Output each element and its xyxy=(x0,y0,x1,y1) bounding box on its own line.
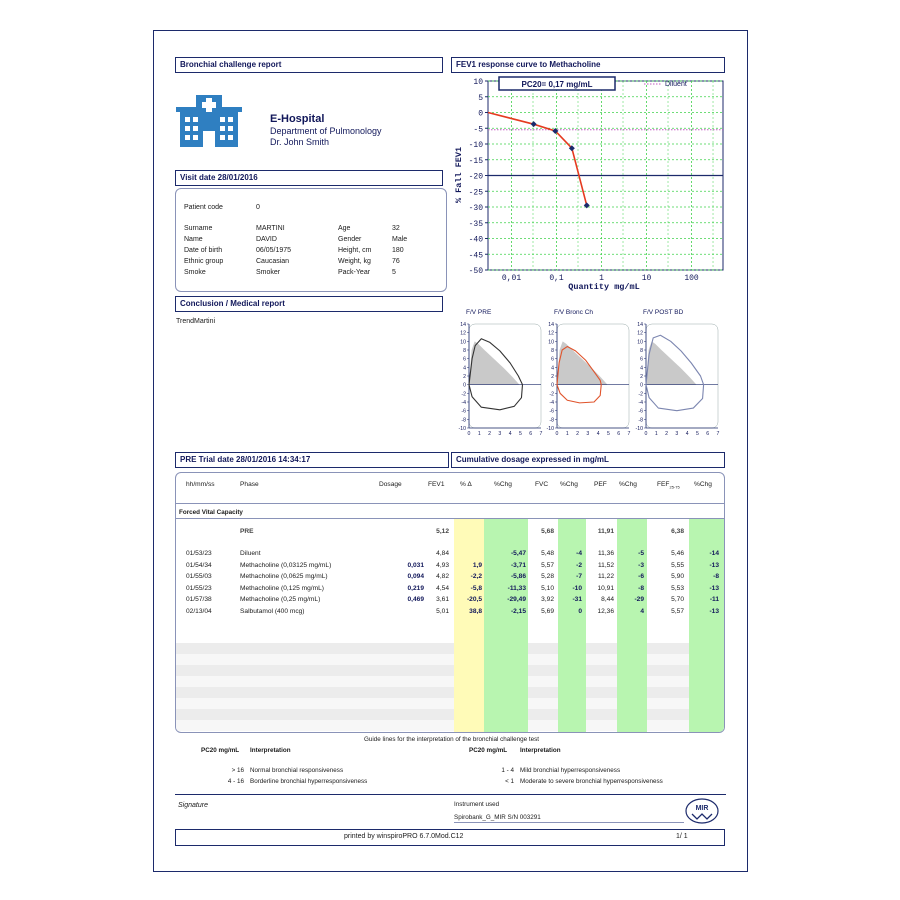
guidelines-title: Guide lines for the interpretation of the bronchial challenge test xyxy=(363,736,540,743)
pc20-label: PC20= 0,17 mg/mL xyxy=(521,80,593,89)
fv-x-tick-label: 0 xyxy=(467,431,471,437)
fv-x-tick-label: 1 xyxy=(654,431,658,437)
cell-fvc: 5,48 xyxy=(541,550,554,557)
y-tick-label: -20 xyxy=(468,172,483,182)
section-label: Forced Vital Capacity xyxy=(179,509,243,516)
printed-by: printed by winspiroPRO 6.7.0Mod.C12 xyxy=(344,833,464,840)
cell-fef-chg: -13 xyxy=(709,584,719,592)
cell-dosage: 0,094 xyxy=(407,573,424,581)
cell-fvc: 3,92 xyxy=(541,596,554,604)
fv-x-tick-label: 6 xyxy=(617,431,621,437)
cell-fvc-chg: -31 xyxy=(572,596,582,604)
field-label: Surname xyxy=(184,225,213,232)
pre-row xyxy=(176,528,725,539)
conclusion-bar xyxy=(175,296,443,312)
cell-fef: 5,70 xyxy=(671,596,684,604)
pre-fvc: 5,68 xyxy=(541,528,554,535)
cell-pef: 11,36 xyxy=(597,550,614,557)
field-label: Date of birth xyxy=(184,247,223,254)
fv-y-tick-label: 2 xyxy=(551,374,554,380)
cell-pef: 8,44 xyxy=(601,596,614,604)
cell-fvc-chg: -10 xyxy=(572,584,582,592)
flow-volume-charts xyxy=(451,304,741,449)
fv-y-tick-label: 14 xyxy=(548,322,554,328)
fv-y-tick-label: -2 xyxy=(638,391,643,398)
col-fvc: FVC xyxy=(535,481,549,488)
fv-x-tick-label: 6 xyxy=(706,431,710,437)
col-delta: % Δ xyxy=(460,481,472,488)
y-tick-label: 10 xyxy=(473,78,483,87)
x-tick-label: 0,01 xyxy=(501,274,522,283)
cell-delta: 1,9 xyxy=(472,561,482,569)
field-value: 5 xyxy=(392,269,396,276)
conclusion-text: TrendMartini xyxy=(176,318,216,325)
field-label: Weight, kg xyxy=(338,258,371,265)
cell-fev1: 3,61 xyxy=(436,596,449,604)
cell-dosage: 0,219 xyxy=(407,584,424,592)
x-tick-label: 100 xyxy=(684,274,699,283)
y-tick-label: -50 xyxy=(468,267,483,276)
patient-code-value: 0 xyxy=(256,204,260,211)
cell-fev1: 5,01 xyxy=(436,608,449,615)
cell-time: 01/54/34 xyxy=(186,561,212,569)
field-label: Pack-Year xyxy=(338,269,371,276)
cell-pef-chg: -3 xyxy=(638,561,644,569)
footer-divider xyxy=(175,794,726,795)
cell-delta: -5,8 xyxy=(470,584,482,592)
cell-phase: Methacholine (0,03125 mg/mL) xyxy=(240,561,332,569)
col-fef-chg: %Chg xyxy=(694,481,712,488)
cell-fev1-chg: -2,15 xyxy=(510,608,526,615)
fv-x-tick-label: 1 xyxy=(565,431,569,437)
fv-x-tick-label: 5 xyxy=(606,431,610,437)
fv-x-tick-label: 2 xyxy=(576,431,580,437)
guidelines-interp-left: Interpretation xyxy=(250,747,291,754)
fv-y-tick-label: -6 xyxy=(638,408,643,415)
guidelines-pc20-left: PC20 mg/mL xyxy=(201,747,240,754)
cell-phase: Diluent xyxy=(240,550,261,557)
fv-chart-title: F/V POST BD xyxy=(643,309,684,316)
cell-delta: 38,8 xyxy=(469,608,482,615)
cell-pef-chg: -8 xyxy=(638,584,644,592)
fv-y-tick-label: 6 xyxy=(551,356,554,363)
cell-time: 01/53/23 xyxy=(186,550,212,557)
fv-y-tick-label: -2 xyxy=(549,391,554,398)
cell-fev1: 4,93 xyxy=(436,561,449,569)
guideline-range: < 1 xyxy=(505,778,514,785)
fv-y-tick-label: 10 xyxy=(460,339,466,346)
fv-chart-3 xyxy=(636,309,720,437)
col-fvc-chg: %Chg xyxy=(560,481,578,488)
fv-y-tick-label: 8 xyxy=(640,348,643,354)
fv-x-tick-label: 1 xyxy=(477,431,481,437)
col-fef-sub: 25-75 xyxy=(669,484,680,490)
report-title-bar xyxy=(175,57,443,73)
fv-x-tick-label: 3 xyxy=(586,431,590,437)
cell-pef-chg: -5 xyxy=(638,550,644,557)
fv-x-tick-label: 2 xyxy=(488,431,492,437)
header-divider xyxy=(176,503,724,504)
y-tick-label: -25 xyxy=(468,188,483,198)
y-tick-label: 5 xyxy=(478,93,483,103)
trial-date: PRE Trial date 28/01/2016 14:34:17 xyxy=(180,455,311,464)
table-row xyxy=(176,585,725,596)
field-label: Age xyxy=(338,225,351,232)
cell-fev1-chg: -5,47 xyxy=(510,550,526,557)
doctor-name: Dr. John Smith xyxy=(270,137,330,147)
cell-pef-chg: -29 xyxy=(634,596,644,604)
cell-fef: 5,46 xyxy=(671,550,684,557)
fv-x-tick-label: 5 xyxy=(695,431,699,437)
cell-pef-chg: -6 xyxy=(638,573,644,581)
field-label: Height, cm xyxy=(338,247,372,254)
y-tick-label: -30 xyxy=(468,204,483,213)
cell-fev1: 4,84 xyxy=(436,550,449,557)
cell-pef: 12,36 xyxy=(597,608,614,615)
fv-y-tick-label: 10 xyxy=(548,339,554,346)
fv-y-tick-label: 12 xyxy=(460,330,466,337)
fv-y-tick-label: -6 xyxy=(461,408,466,415)
pre-fef: 6,38 xyxy=(671,528,684,535)
fv-y-tick-label: 4 xyxy=(551,365,554,372)
table-header-row xyxy=(176,481,725,492)
y-tick-label: -40 xyxy=(468,235,483,245)
cell-delta: -20,5 xyxy=(466,596,482,604)
cell-fef: 5,90 xyxy=(671,573,684,581)
fv-y-tick-label: -6 xyxy=(549,408,554,415)
fv-y-tick-label: 0 xyxy=(551,382,554,389)
y-tick-label: -35 xyxy=(468,219,483,229)
cell-pef: 10,91 xyxy=(597,584,614,592)
x-axis-label: Quantity mg/mL xyxy=(568,282,640,292)
table-row xyxy=(176,562,725,573)
field-label: Gender xyxy=(338,236,362,243)
fv-y-tick-label: 6 xyxy=(640,356,643,363)
field-value: DAVID xyxy=(256,236,277,243)
fv-x-tick-label: 3 xyxy=(675,431,679,437)
guideline-text: Normal bronchial responsiveness xyxy=(250,767,344,774)
hospital-building-icon xyxy=(176,93,242,147)
cell-phase: Salbutamol (400 mcg) xyxy=(240,608,305,615)
fv-y-tick-label: 6 xyxy=(463,356,466,363)
cell-time: 01/55/03 xyxy=(186,573,212,581)
cell-fef-chg: -14 xyxy=(709,550,719,557)
fv-chart-title: F/V PRE xyxy=(466,309,492,316)
patient-code-label: Patient code xyxy=(184,204,223,211)
cell-fef: 5,53 xyxy=(671,584,684,592)
fv-x-tick-label: 3 xyxy=(498,431,502,437)
visit-date-bar xyxy=(175,170,443,186)
col-pef-chg: %Chg xyxy=(619,481,637,488)
fv-y-tick-label: 2 xyxy=(463,374,466,380)
x-tick-label: 0,1 xyxy=(549,274,564,283)
field-value: 06/05/1975 xyxy=(256,247,292,254)
cell-fvc-chg: -2 xyxy=(576,561,582,569)
cell-fev1: 4,54 xyxy=(436,584,449,592)
fv-x-tick-label: 4 xyxy=(596,431,600,437)
guideline-text: Borderline bronchial hyperresponsiveness xyxy=(250,778,368,785)
mir-logo-text: MIR xyxy=(695,805,709,812)
hospital-name: E-Hospital xyxy=(270,113,325,125)
col-phase: Phase xyxy=(240,481,259,488)
guidelines-interp-right: Interpretation xyxy=(520,747,561,754)
field-value: 32 xyxy=(392,225,400,232)
fv-x-tick-label: 4 xyxy=(508,431,512,437)
cell-fef-chg: -13 xyxy=(709,561,719,569)
cell-time: 01/57/38 xyxy=(186,596,212,604)
cell-fev1: 4,82 xyxy=(436,573,449,581)
y-tick-label: -5 xyxy=(473,125,483,135)
fv-x-tick-label: 6 xyxy=(529,431,533,437)
instrument-divider xyxy=(454,822,684,823)
print-footer-bar xyxy=(175,829,725,846)
fv-x-tick-label: 0 xyxy=(555,431,559,437)
cell-fef-chg: -11 xyxy=(709,596,719,604)
curve-title-bar xyxy=(451,57,725,73)
table-row xyxy=(176,608,725,619)
cumulative-bar xyxy=(451,452,725,468)
fv-x-tick-label: 5 xyxy=(518,431,522,437)
fv-y-tick-label: 14 xyxy=(637,322,643,328)
cell-time: 01/55/23 xyxy=(186,584,212,592)
field-value: Smoker xyxy=(256,269,281,276)
fv-y-tick-label: 0 xyxy=(640,382,643,389)
field-value: Male xyxy=(392,236,408,243)
fv-chart-1 xyxy=(459,309,543,437)
col-fev1: FEV1 xyxy=(428,481,445,488)
col-time: hh/mm/ss xyxy=(186,481,215,488)
cell-fef-chg: -8 xyxy=(713,573,719,581)
field-label: Name xyxy=(184,236,203,243)
signature-label: Signature xyxy=(178,802,208,809)
fv-y-tick-label: -10 xyxy=(546,426,554,432)
guidelines-pc20-right: PC20 mg/mL xyxy=(469,747,508,754)
fv-y-tick-label: -4 xyxy=(549,400,554,406)
fv-chart-title: F/V Bronc Ch xyxy=(554,309,594,316)
fv-chart-2 xyxy=(547,309,631,437)
instrument-value: Spirobank_G_MIR S/N 003291 xyxy=(454,814,541,821)
fv-y-tick-label: 4 xyxy=(463,365,466,372)
patient-info-box xyxy=(175,188,447,292)
cell-pef: 11,22 xyxy=(597,573,614,581)
cell-fev1-chg: -5,86 xyxy=(510,573,526,581)
pre-fev1: 5,12 xyxy=(436,528,449,535)
guideline-range: 1 - 4 xyxy=(501,767,514,774)
trial-date-bar xyxy=(175,452,449,468)
report-title: Bronchial challenge report xyxy=(180,60,282,69)
fv-y-tick-label: -10 xyxy=(458,426,466,432)
fv-x-tick-label: 7 xyxy=(716,431,720,437)
results-table xyxy=(175,472,725,733)
fev1-response-chart xyxy=(451,75,731,305)
y-tick-label: -15 xyxy=(468,156,483,166)
y-tick-label: -10 xyxy=(468,141,483,150)
cell-fvc: 5,28 xyxy=(541,573,554,581)
fv-y-tick-label: -4 xyxy=(461,400,466,406)
guideline-range: > 16 xyxy=(231,767,244,774)
cell-fvc: 5,69 xyxy=(541,608,554,615)
field-label: Ethnic group xyxy=(184,258,224,265)
conclusion-title: Conclusion / Medical report xyxy=(180,299,285,308)
legend-diluent-label: Diluent xyxy=(665,81,687,88)
x-tick-label: 10 xyxy=(641,274,652,283)
department-name: Department of Pulmonology xyxy=(270,126,382,136)
instrument-label: Instrument used xyxy=(454,801,500,808)
y-axis-ticks xyxy=(469,78,488,276)
col-fev1-chg: %Chg xyxy=(494,481,512,488)
report-page xyxy=(153,30,748,872)
cell-fvc: 5,10 xyxy=(541,584,554,592)
table-row xyxy=(176,573,725,584)
fv-x-tick-label: 7 xyxy=(539,431,543,437)
mir-logo xyxy=(685,798,719,824)
cell-fev1-chg: -3,71 xyxy=(510,561,526,569)
col-fef-main: FEF xyxy=(657,481,670,488)
cell-fef-chg: -13 xyxy=(709,608,719,615)
cell-fef: 5,55 xyxy=(671,561,684,569)
col-fef xyxy=(657,481,680,489)
x-tick-label: 1 xyxy=(599,274,604,283)
field-value: MARTINI xyxy=(256,225,285,232)
fv-y-tick-label: -8 xyxy=(461,417,466,424)
pre-phase: PRE xyxy=(240,528,254,535)
fv-y-tick-label: 0 xyxy=(463,382,466,389)
cell-fvc: 5,57 xyxy=(541,561,554,569)
cell-fvc-chg: -7 xyxy=(576,573,582,581)
guideline-text: Moderate to severe bronchial hyperresponsiveness xyxy=(520,778,663,785)
cell-dosage: 0,469 xyxy=(407,596,424,604)
y-tick-label: 0 xyxy=(478,109,483,119)
field-value: 76 xyxy=(392,258,400,265)
section-divider xyxy=(176,518,724,519)
field-value: Caucasian xyxy=(256,258,290,265)
pre-pef: 11,91 xyxy=(597,528,614,535)
fv-x-tick-label: 2 xyxy=(665,431,669,437)
guideline-text: Mild bronchial hyperresponsiveness xyxy=(520,767,621,774)
cell-pef: 11,52 xyxy=(597,561,614,569)
fv-y-tick-label: 8 xyxy=(551,348,554,354)
cell-dosage: 0,031 xyxy=(407,561,424,569)
fv-y-tick-label: -8 xyxy=(549,417,554,424)
fv-y-tick-label: 8 xyxy=(463,348,466,354)
table-row xyxy=(176,596,725,607)
cell-delta: -2,2 xyxy=(470,573,482,581)
col-pef: PEF xyxy=(594,481,607,488)
fv-y-tick-label: 2 xyxy=(640,374,643,380)
cell-phase: Methacholine (0,125 mg/mL) xyxy=(240,584,324,592)
field-value: 180 xyxy=(392,247,404,254)
fv-x-tick-label: 7 xyxy=(627,431,631,437)
fv-y-tick-label: 12 xyxy=(548,330,554,337)
col-dosage: Dosage xyxy=(379,481,402,488)
fv-y-tick-label: -2 xyxy=(461,391,466,398)
y-axis-label: % Fall FEV1 xyxy=(454,146,464,204)
visit-date: Visit date 28/01/2016 xyxy=(180,173,258,182)
fv-y-tick-label: -4 xyxy=(638,400,643,406)
cell-phase: Methacholine (0,25 mg/mL) xyxy=(240,596,321,604)
fv-x-tick-label: 0 xyxy=(644,431,648,437)
cell-fef: 5,57 xyxy=(671,608,684,615)
fv-x-tick-label: 4 xyxy=(685,431,689,437)
fv-y-tick-label: -10 xyxy=(635,426,643,432)
cell-fev1-chg: -11,33 xyxy=(507,584,526,592)
table-row xyxy=(176,550,725,561)
cell-pef-chg: 4 xyxy=(640,608,644,615)
cell-phase: Methacholine (0,0625 mg/mL) xyxy=(240,573,328,581)
cell-fev1-chg: -29,49 xyxy=(507,596,526,604)
cumulative-title: Cumulative dosage expressed in mg/mL xyxy=(456,455,609,464)
fv-y-tick-label: -8 xyxy=(638,417,643,424)
page-number: 1/ 1 xyxy=(676,833,688,840)
cell-time: 02/13/04 xyxy=(186,608,212,615)
y-tick-label: -45 xyxy=(468,251,483,261)
guideline-range: 4 - 16 xyxy=(227,778,244,785)
fv-y-tick-label: 14 xyxy=(460,322,466,328)
cell-fvc-chg: 0 xyxy=(578,608,582,615)
fv-y-tick-label: 12 xyxy=(637,330,643,337)
curve-title: FEV1 response curve to Methacholine xyxy=(456,60,601,69)
fv-y-tick-label: 10 xyxy=(637,339,643,346)
fv-y-tick-label: 4 xyxy=(640,365,643,372)
cell-fvc-chg: -4 xyxy=(576,550,582,557)
field-label: Smoke xyxy=(184,269,206,276)
